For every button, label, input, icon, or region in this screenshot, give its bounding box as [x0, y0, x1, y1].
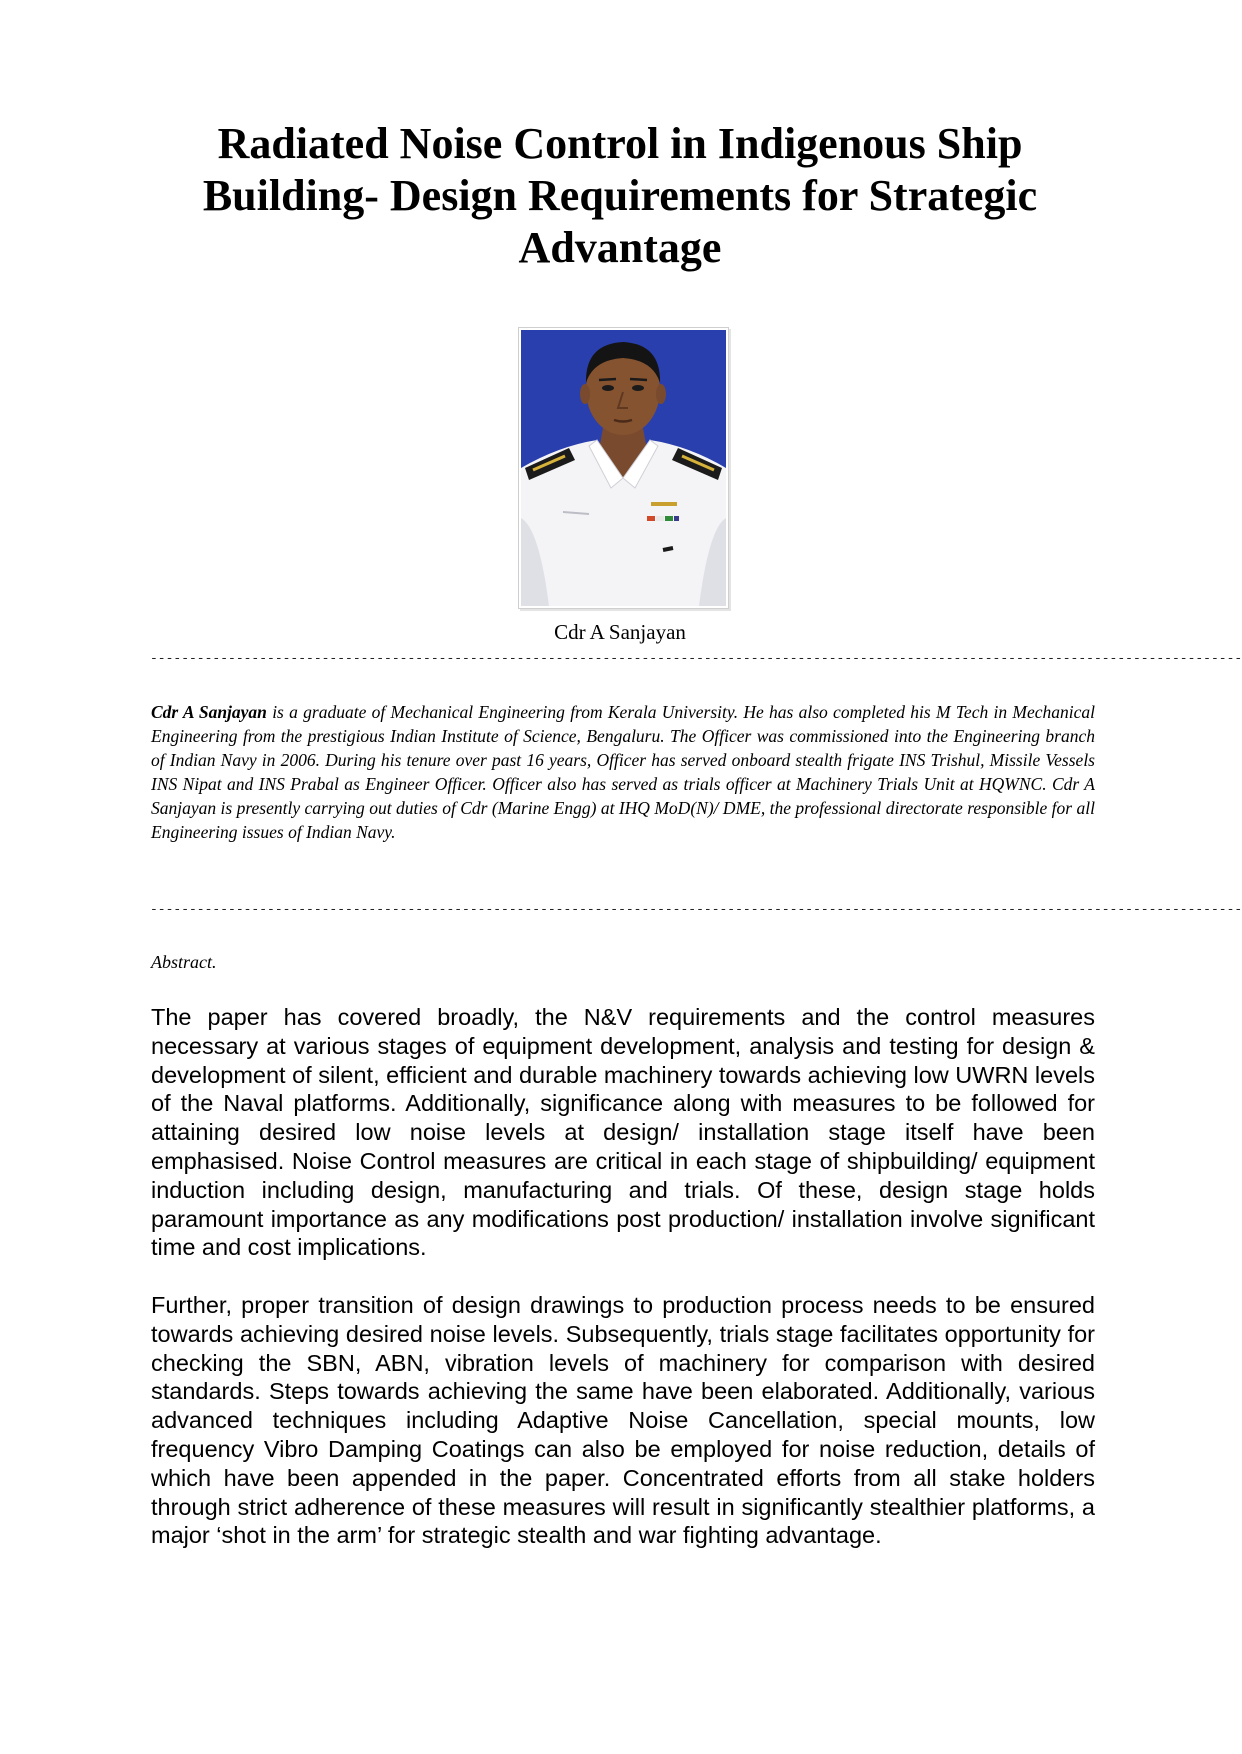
bio-text: is a graduate of Mechanical Engineering from Kerala University. He has also completed his M Tech in Mechanical Engineering from the prestigious Indian Institute of Science, Bengaluru. The Officer was commissioned into the Engineering branch of Indian Navy in 2006. During his tenure over past 16 years, Officer has served onboard stealth frigate INS Trishul, Missile Vessels INS Nipat and INS Prabal as Engineer Officer. Officer also has served as trials officer at Machinery Trials Unit at HQWNC. Cdr A Sanjayan is presently carrying out duties of Cdr (Marine Engg) at IHQ MoD(N)/ DME, the professional directorate responsible for all Engineering issues of Indian Navy. — [151, 702, 1095, 842]
author-caption: Cdr A Sanjayan — [554, 620, 686, 644]
divider-bottom: -------------------------------------------------------------------------------------------------------------------------------------------- — [150, 902, 1242, 917]
divider-top: -------------------------------------------------------------------------------------------------------------------------------------------- — [150, 651, 1242, 666]
bio-author-name: Cdr A Sanjayan — [151, 702, 267, 722]
author-portrait-icon — [519, 328, 728, 608]
paper-title: Radiated Noise Control in Indigenous Ship Building- Design Requirements for Strategic Advantage — [202, 119, 1038, 272]
abstract-heading: Abstract. — [151, 952, 217, 972]
abstract-paragraph: Further, proper transition of design drawings to production process needs to be ensured towards achieving desired noise levels. Subsequently, trials stage facilitates opportunity for checking the SBN, ABN, vibration levels of machinery for comparison with desired standards. Steps towards achieving the same have been elaborated. Additionally, various advanced techniques including Adaptive Noise Cancellation, special mounts, low frequency Vibro Damping Coatings can also be employed for noise reduction, details of which have been appended in the paper. Concentrated efforts from all stake holders through strict adherence of these measures will result in significantly stealthier platforms, a major ‘shot in the arm’ for strategic stealth and war fighting advantage. — [151, 1292, 1095, 1549]
author-bio — [151, 700, 1095, 844]
abstract-paragraph: The paper has covered broadly, the N&V requirements and the control measures necessary at various stages of equipment development, analysis and testing for design & development of silent, efficient and durable machinery towards achieving low UWRN levels of the Naval platforms. Additionally, significance along with measures to be followed for attaining desired low noise levels at design/ installation stage itself have been emphasised. Noise Control measures are critical in each stage of shipbuilding/ equipment induction including design, manufacturing and trials. Of these, design stage holds paramount importance as any modifications post production/ installation involve significant time and cost implications. — [151, 1004, 1095, 1261]
author-photo — [518, 327, 729, 609]
